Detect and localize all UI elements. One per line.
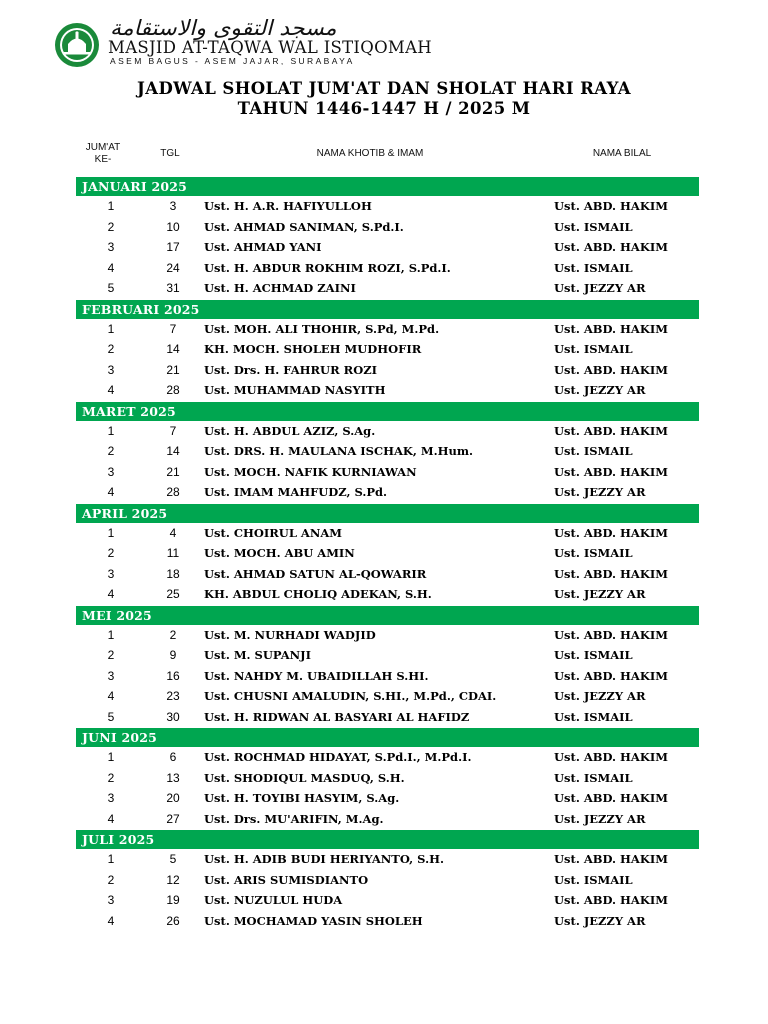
table-row: [76, 645, 699, 666]
bilal-cell: Ust. ABD. HAKIM: [554, 423, 668, 438]
bilal-cell: Ust. ISMAIL: [554, 872, 633, 887]
tgl-cell: 13: [166, 770, 180, 785]
jumat-ke-cell: 2: [107, 444, 115, 458]
jumat-ke-cell: 3: [107, 668, 115, 683]
table-row: [76, 278, 699, 299]
table-row: [76, 482, 699, 503]
bilal-cell: Ust. ABD. HAKIM: [554, 199, 668, 213]
title-line-2: TAHUN 1446-1447 H / 2025 M: [237, 99, 531, 118]
khotib-cell: Ust. AHMAD SATUN AL-QOWARIR: [204, 566, 427, 581]
bilal-cell: Ust. ABD. HAKIM: [554, 668, 668, 683]
table-row: [76, 339, 699, 360]
table-row: [76, 196, 699, 217]
arabic-mosque-name: مسجد التقوى والاستقامة: [110, 16, 337, 40]
jumat-ke-cell: 4: [107, 260, 115, 275]
table-row: [76, 890, 699, 911]
khotib-cell: Ust. NUZULUL HUDA: [204, 893, 343, 907]
table-row: [76, 380, 699, 401]
jumat-ke-cell: 1: [107, 750, 115, 764]
khotib-cell: Ust. Drs. H. FAHRUR ROZI: [204, 362, 377, 377]
table-row: [76, 625, 699, 646]
khotib-cell: Ust. M. NURHADI WADJID: [204, 627, 376, 642]
bilal-cell: Ust. ABD. HAKIM: [554, 852, 668, 866]
jumat-ke-cell: 3: [107, 893, 115, 907]
tgl-cell: 14: [166, 444, 180, 458]
bilal-cell: Ust. ABD. HAKIM: [554, 240, 668, 254]
table-row: [76, 421, 699, 442]
month-header: APRIL 2025: [76, 504, 699, 523]
khotib-cell: Ust. H. ADIB BUDI HERIYANTO, S.H.: [204, 852, 444, 866]
jumat-ke-cell: 5: [107, 281, 115, 295]
tgl-cell: 26: [166, 913, 180, 928]
bilal-cell: Ust. JEZZY AR: [554, 485, 646, 499]
khotib-cell: Ust. M. SUPANJI: [204, 648, 311, 662]
table-row: [76, 707, 699, 728]
bilal-cell: Ust. ABD. HAKIM: [554, 750, 668, 764]
tgl-cell: 19: [166, 893, 180, 907]
khotib-cell: Ust. IMAM MAHFUDZ, S.Pd.: [204, 485, 388, 499]
khotib-cell: Ust. AHMAD YANI: [204, 240, 322, 254]
tgl-cell: 7: [169, 423, 177, 438]
month-header: FEBRUARI 2025: [76, 300, 699, 319]
table-row: [76, 584, 699, 605]
column-header-khotib: NAMA KHOTIB & IMAM: [316, 148, 424, 159]
khotib-cell: Ust. CHUSNI AMALUDIN, S.HI., M.Pd., CDAI.: [204, 689, 497, 703]
khotib-cell: Ust. MOCHAMAD YASIN SHOLEH: [204, 913, 423, 928]
jumat-ke-cell: 3: [107, 791, 115, 805]
table-row: [76, 523, 699, 544]
table-row: [76, 217, 699, 238]
jumat-ke-cell: 4: [107, 383, 115, 397]
table-row: [76, 666, 699, 687]
mosque-name: MASJID AT-TAQWA WAL ISTIQOMAH: [108, 38, 432, 57]
tgl-cell: 4: [169, 525, 177, 540]
khotib-cell: Ust. H. ABDUR ROKHIM ROZI, S.Pd.I.: [204, 260, 451, 275]
khotib-cell: Ust. CHOIRUL ANAM: [204, 525, 342, 540]
mosque-header: [54, 14, 474, 70]
month-header: JUNI 2025: [76, 728, 699, 747]
table-row: [76, 911, 699, 932]
tgl-cell: 27: [166, 811, 180, 826]
bilal-cell: Ust. ISMAIL: [554, 219, 633, 234]
tgl-cell: 7: [169, 321, 177, 336]
bilal-cell: Ust. JEZZY AR: [554, 587, 646, 601]
bilal-cell: Ust. ABD. HAKIM: [554, 791, 668, 805]
bilal-cell: Ust. ISMAIL: [554, 546, 633, 560]
title-line-1: JADWAL SHOLAT JUM'AT DAN SHOLAT HARI RAYA: [137, 79, 631, 98]
tgl-cell: 2: [169, 627, 177, 642]
table-row: [76, 849, 699, 870]
month-header: JULI 2025: [76, 830, 699, 849]
month-header: MARET 2025: [76, 402, 699, 421]
column-header-tgl: TGL: [160, 148, 180, 159]
khotib-cell: Ust. ARIS SUMISDIANTO: [204, 872, 369, 887]
jumat-ke-cell: 3: [107, 566, 115, 581]
table-row: [76, 870, 699, 891]
khotib-cell: Ust. MOCH. ABU AMIN: [204, 546, 355, 560]
table-row: [76, 441, 699, 462]
khotib-cell: KH. MOCH. SHOLEH MUDHOFIR: [204, 342, 422, 356]
bilal-cell: Ust. ABD. HAKIM: [554, 321, 668, 336]
column-header-jumat-ke: JUM'AT KE-: [85, 142, 121, 165]
jumat-ke-cell: 3: [107, 362, 115, 377]
bilal-cell: Ust. JEZZY AR: [554, 913, 646, 928]
tgl-cell: 14: [166, 342, 180, 356]
jumat-ke-cell: 1: [107, 525, 115, 540]
jumat-ke-cell: 2: [107, 770, 115, 785]
khotib-cell: Ust. H. ACHMAD ZAINI: [204, 281, 356, 295]
khotib-cell: Ust. H. A.R. HAFIYULLOH: [204, 199, 372, 213]
khotib-cell: Ust. H. TOYIBI HASYIM, S.Ag.: [204, 791, 400, 805]
jumat-ke-cell: 3: [107, 240, 115, 254]
table-row: [76, 686, 699, 707]
tgl-cell: 11: [166, 546, 180, 560]
khotib-cell: Ust. SHODIQUL MASDUQ, S.H.: [204, 770, 405, 785]
bilal-cell: Ust. JEZZY AR: [554, 689, 646, 703]
mosque-address: ASEM BAGUS - ASEM JAJAR, SURABAYA: [110, 56, 355, 66]
bilal-cell: Ust. ABD. HAKIM: [554, 362, 668, 377]
khotib-cell: Ust. MOCH. NAFIK KURNIAWAN: [204, 464, 417, 479]
jumat-ke-cell: 4: [107, 587, 115, 601]
jumat-ke-cell: 2: [107, 546, 115, 560]
jumat-ke-cell: 4: [107, 913, 115, 928]
tgl-cell: 24: [166, 260, 180, 275]
column-header-bilal: NAMA BILAL: [592, 148, 652, 159]
table-row: [76, 462, 699, 483]
table-row: [76, 258, 699, 279]
jumat-ke-cell: 2: [107, 219, 115, 234]
tgl-cell: 21: [166, 362, 180, 377]
bilal-cell: Ust. ISMAIL: [554, 444, 633, 458]
tgl-cell: 23: [166, 689, 180, 703]
khotib-cell: Ust. DRS. H. MAULANA ISCHAK, M.Hum.: [204, 444, 474, 458]
bilal-cell: Ust. ISMAIL: [554, 770, 633, 785]
khotib-cell: Ust. MUHAMMAD NASYITH: [204, 383, 386, 397]
table-row: [76, 747, 699, 768]
khotib-cell: Ust. H. RIDWAN AL BASYARI AL HAFIDZ: [204, 709, 470, 724]
bilal-cell: Ust. ISMAIL: [554, 648, 633, 662]
tgl-cell: 18: [166, 566, 180, 581]
bilal-cell: Ust. JEZZY AR: [554, 281, 646, 295]
tgl-cell: 17: [166, 240, 180, 254]
tgl-cell: 6: [169, 750, 177, 764]
jumat-ke-cell: 4: [107, 811, 115, 826]
khotib-cell: Ust. Drs. MU'ARIFIN, M.Ag.: [204, 811, 384, 826]
khotib-cell: Ust. ROCHMAD HIDAYAT, S.Pd.I., M.Pd.I.: [204, 750, 472, 764]
jumat-ke-cell: 5: [107, 709, 115, 724]
mosque-logo-icon: [54, 22, 100, 68]
bilal-cell: Ust. ISMAIL: [554, 260, 633, 275]
bilal-cell: Ust. ABD. HAKIM: [554, 525, 668, 540]
jumat-ke-cell: 2: [107, 648, 115, 662]
month-header: MEI 2025: [76, 606, 699, 625]
khotib-cell: Ust. MOH. ALI THOHIR, S.Pd, M.Pd.: [204, 321, 440, 336]
document-title: [0, 79, 768, 119]
tgl-cell: 30: [166, 709, 180, 724]
table-row: [76, 543, 699, 564]
jumat-ke-cell: 3: [107, 464, 115, 479]
schedule-table: [76, 176, 699, 931]
jumat-ke-cell: 1: [107, 199, 115, 213]
month-header: JANUARI 2025: [76, 177, 699, 196]
tgl-cell: 12: [166, 872, 180, 887]
tgl-cell: 28: [166, 485, 180, 499]
table-row: [76, 360, 699, 381]
table-row: [76, 319, 699, 340]
bilal-cell: Ust. ABD. HAKIM: [554, 566, 668, 581]
table-row: [76, 564, 699, 585]
jumat-ke-cell: 1: [107, 852, 115, 866]
jumat-ke-cell: 2: [107, 872, 115, 887]
bilal-cell: Ust. JEZZY AR: [554, 811, 646, 826]
tgl-cell: 3: [169, 199, 177, 213]
bilal-cell: Ust. ABD. HAKIM: [554, 893, 668, 907]
bilal-cell: Ust. JEZZY AR: [554, 383, 646, 397]
jumat-ke-cell: 4: [107, 485, 115, 499]
table-row: [76, 788, 699, 809]
tgl-cell: 21: [166, 464, 180, 479]
table-row: [76, 809, 699, 830]
jumat-ke-cell: 1: [107, 321, 115, 336]
bilal-cell: Ust. ISMAIL: [554, 709, 633, 724]
tgl-cell: 16: [166, 668, 180, 683]
tgl-cell: 28: [166, 383, 180, 397]
khotib-cell: KH. ABDUL CHOLIQ ADEKAN, S.H.: [204, 587, 432, 601]
jumat-ke-cell: 1: [107, 627, 115, 642]
khotib-cell: Ust. AHMAD SANIMAN, S.Pd.I.: [204, 219, 404, 234]
tgl-cell: 9: [169, 648, 177, 662]
tgl-cell: 25: [166, 587, 180, 601]
jumat-ke-cell: 2: [107, 342, 115, 356]
table-row: [76, 237, 699, 258]
tgl-cell: 31: [166, 281, 180, 295]
tgl-cell: 5: [169, 852, 177, 866]
table-row: [76, 768, 699, 789]
khotib-cell: Ust. H. ABDUL AZIZ, S.Ag.: [204, 423, 376, 438]
tgl-cell: 20: [166, 791, 180, 805]
bilal-cell: Ust. ABD. HAKIM: [554, 627, 668, 642]
khotib-cell: Ust. NAHDY M. UBAIDILLAH S.HI.: [204, 668, 429, 683]
tgl-cell: 10: [166, 219, 180, 234]
bilal-cell: Ust. ISMAIL: [554, 342, 633, 356]
jumat-ke-cell: 1: [107, 423, 115, 438]
jumat-ke-cell: 4: [107, 689, 115, 703]
bilal-cell: Ust. ABD. HAKIM: [554, 464, 668, 479]
